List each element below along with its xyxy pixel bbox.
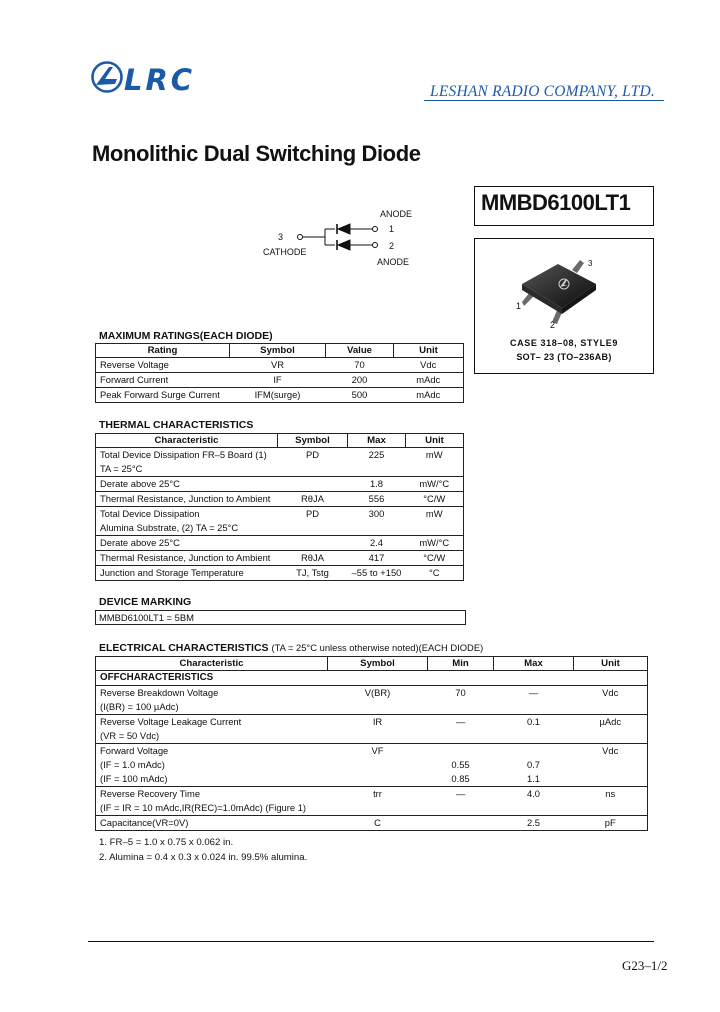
max-ratings-table: [95, 343, 464, 403]
table-row: [96, 358, 464, 373]
cell: C: [374, 817, 381, 828]
cell: [328, 801, 428, 816]
device-marking-value: MMBD6100LT1 = 5BM: [95, 610, 466, 625]
thermal-table: [95, 433, 464, 581]
cell: –55 to +150: [351, 567, 402, 578]
cell: 0.55: [451, 759, 470, 770]
cell: 300: [368, 508, 385, 519]
cell: µAdc: [599, 716, 622, 727]
cell: (IF = 1.0 mAdc): [100, 759, 165, 770]
cell: TA = 25°C: [96, 462, 278, 477]
cell: [428, 700, 494, 715]
cell: [428, 744, 494, 759]
cell: Reverse Recovery Time: [100, 788, 201, 799]
cell: PD: [305, 508, 320, 519]
cell: [348, 462, 406, 477]
cell: mAdc: [416, 389, 441, 400]
cell: [574, 772, 648, 787]
table-row: [96, 388, 464, 403]
column-header: Unit: [406, 434, 464, 448]
cell: Reverse Breakdown Voltage: [100, 687, 219, 698]
logo-text: LRC: [124, 63, 196, 97]
cell: Vdc: [602, 687, 619, 698]
electrical-heading-note: (TA = 25°C unless otherwise noted)(EACH DIODE): [271, 642, 484, 653]
cell: 0.85: [428, 772, 494, 787]
cell: 556: [348, 492, 406, 507]
cell: 2.4: [348, 536, 406, 551]
table-row: [96, 744, 648, 759]
electrical-heading: [99, 642, 483, 654]
cell: TJ, Tstg: [296, 567, 329, 578]
cell: PD: [305, 449, 320, 460]
table-header-row: [96, 344, 464, 358]
cell: ns: [605, 788, 616, 799]
table-header-row: [96, 657, 648, 671]
circuit-pin-3: 3: [278, 232, 284, 242]
column-header: Characteristic: [96, 657, 328, 671]
package-pin-3: 3: [588, 259, 593, 268]
page-title: Monolithic Dual Switching Diode: [92, 141, 421, 166]
cell: mAdc: [394, 373, 464, 388]
column-header: Characteristic: [96, 434, 278, 448]
cell: Reverse Voltage: [96, 358, 230, 373]
table-row: [96, 448, 464, 463]
table-row: [96, 507, 464, 522]
column-header: Max: [348, 434, 406, 448]
cell: Total Device Dissipation: [100, 508, 200, 519]
cell: —: [455, 716, 466, 727]
part-number: MMBD6100LT1: [481, 190, 631, 215]
circuit-anode-bottom: ANODE: [377, 257, 410, 267]
off-characteristics-label: OFFCHARACTERISTICS: [96, 671, 648, 686]
cell: [428, 729, 494, 744]
package-pin-1: 1: [516, 301, 522, 311]
table-row: [96, 566, 464, 581]
table-row: [96, 477, 464, 492]
cell: Junction and Storage Temperature: [100, 567, 244, 578]
table-row: [96, 492, 464, 507]
max-ratings-heading: MAXIMUM RATINGS(EACH DIODE): [99, 330, 273, 342]
cell: 417: [348, 551, 406, 566]
cell: [348, 521, 406, 536]
cell: [278, 536, 348, 551]
cell: [494, 700, 574, 715]
cell: (IF = IR = 10 mAdc,IR(REC)=1.0mAdc) (Figure 1): [96, 801, 328, 816]
column-header: Min: [428, 657, 494, 671]
cell: [328, 729, 428, 744]
cell: (IF = 100 mAdc): [96, 772, 328, 787]
cell: mW: [425, 508, 443, 519]
cell: Vdc: [394, 358, 464, 373]
column-header: Symbol: [230, 344, 326, 358]
table-row: [96, 700, 648, 715]
table-row: [96, 536, 464, 551]
cell: Derate above 25°C: [96, 477, 278, 492]
cell: (VR = 50 Vdc): [96, 729, 328, 744]
cell: V(BR): [364, 687, 391, 698]
electrical-heading-title: ELECTRICAL CHARACTERISTICS: [99, 642, 269, 654]
cell: °C/W: [406, 492, 464, 507]
cell: (I(BR) = 100 µAdc): [96, 700, 328, 715]
cell: IF: [230, 373, 326, 388]
cell: 500: [351, 389, 368, 400]
table-row: [96, 715, 648, 730]
cell: [574, 729, 648, 744]
column-header: Value: [326, 344, 394, 358]
cell: pF: [604, 817, 616, 828]
cell: Forward Voltage: [100, 745, 169, 756]
thermal-heading: THERMAL CHARACTERISTICS: [99, 419, 254, 431]
cell: 1.8: [348, 477, 406, 492]
cell: 225: [368, 449, 385, 460]
page-number: G23–1/2: [622, 958, 668, 973]
cell: IFM(surge): [254, 389, 301, 400]
table-row: [96, 462, 464, 477]
cell: [328, 758, 428, 772]
footer-divider: [88, 941, 654, 942]
circuit-pin-1: 1: [389, 224, 395, 234]
cell: [328, 772, 428, 787]
cell: Vdc: [602, 745, 619, 756]
cell: [278, 477, 348, 492]
cell: [574, 758, 648, 772]
cell: —: [528, 687, 539, 698]
cell: RθJA: [278, 551, 348, 566]
table-row: [96, 551, 464, 566]
device-marking-heading: DEVICE MARKING: [99, 596, 192, 608]
cell: trr: [373, 788, 382, 799]
cell: Thermal Resistance, Junction to Ambient: [96, 551, 278, 566]
table-row: [96, 816, 648, 831]
cell: [574, 700, 648, 715]
cell: 0.7: [526, 759, 541, 770]
cell: VF: [371, 745, 384, 756]
cell: Alumina Substrate, (2) TA = 25°C: [96, 521, 278, 536]
cell: 70: [455, 687, 466, 698]
cell: Total Device Dissipation FR–5 Board (1): [100, 449, 267, 460]
table-row: [96, 686, 648, 701]
cell: Peak Forward Surge Current: [100, 389, 220, 400]
cell: [328, 700, 428, 715]
cell: Thermal Resistance, Junction to Ambient: [96, 492, 278, 507]
circuit-pin-2: 2: [389, 241, 395, 251]
cell: Capacitance(VR=0V): [100, 817, 189, 828]
cell: 70: [326, 358, 394, 373]
cell: RθJA: [278, 492, 348, 507]
cell: —: [455, 788, 466, 799]
column-header: Rating: [96, 344, 230, 358]
table-row: [96, 787, 648, 802]
package-sot: SOT– 23 (TO–236AB): [516, 352, 612, 362]
cell: 200: [326, 373, 394, 388]
cell: 1.1: [494, 772, 574, 787]
table-row: [96, 729, 648, 744]
cell: [428, 816, 494, 831]
company-underline: [424, 100, 664, 101]
company-name: LESHAN RADIO COMPANY, LTD.: [430, 83, 655, 100]
cell: [494, 744, 574, 759]
table-row: [96, 801, 648, 816]
cell: [278, 521, 348, 536]
cell: °C/W: [406, 551, 464, 566]
circuit-anode-top: ANODE: [380, 209, 413, 219]
cell: [428, 801, 494, 816]
footnote-2: 2. Alumina = 0.4 x 0.3 x 0.024 in. 99.5% alumina.: [99, 852, 308, 863]
table-row: [96, 758, 648, 772]
column-header: Unit: [574, 657, 648, 671]
table-row: [96, 373, 464, 388]
lrc-logo-icon: [90, 60, 124, 94]
circuit-cathode: CATHODE: [263, 247, 307, 257]
cell: 2.5: [526, 817, 541, 828]
sot23-package-image: [500, 250, 620, 332]
cell: °C: [428, 567, 440, 578]
table-section-row: [96, 671, 648, 686]
table-header-row: [96, 434, 464, 448]
cell: mW: [425, 449, 443, 460]
cell: Reverse Voltage Leakage Current: [100, 716, 242, 727]
cell: Derate above 25°C: [96, 536, 278, 551]
footnote-1: 1. FR–5 = 1.0 x 0.75 x 0.062 in.: [99, 837, 234, 848]
package-pin-2: 2: [550, 320, 556, 330]
package-case: CASE 318–08, STYLE9: [510, 338, 618, 348]
column-header: Max: [494, 657, 574, 671]
column-header: Symbol: [278, 434, 348, 448]
cell: [406, 521, 464, 536]
cell: 4.0: [526, 788, 541, 799]
cell: mW/°C: [406, 536, 464, 551]
cell: 0.1: [526, 716, 541, 727]
electrical-table: [95, 656, 648, 831]
cell: [494, 801, 574, 816]
cell: [494, 729, 574, 744]
column-header: Unit: [394, 344, 464, 358]
cell: IR: [372, 716, 383, 727]
cell: VR: [230, 358, 326, 373]
cell: Forward Current: [96, 373, 230, 388]
cell: [278, 462, 348, 477]
table-row: [96, 772, 648, 787]
cell: [574, 801, 648, 816]
column-header: Symbol: [328, 657, 428, 671]
cell: mW/°C: [406, 477, 464, 492]
cell: [406, 462, 464, 477]
table-row: [96, 521, 464, 536]
